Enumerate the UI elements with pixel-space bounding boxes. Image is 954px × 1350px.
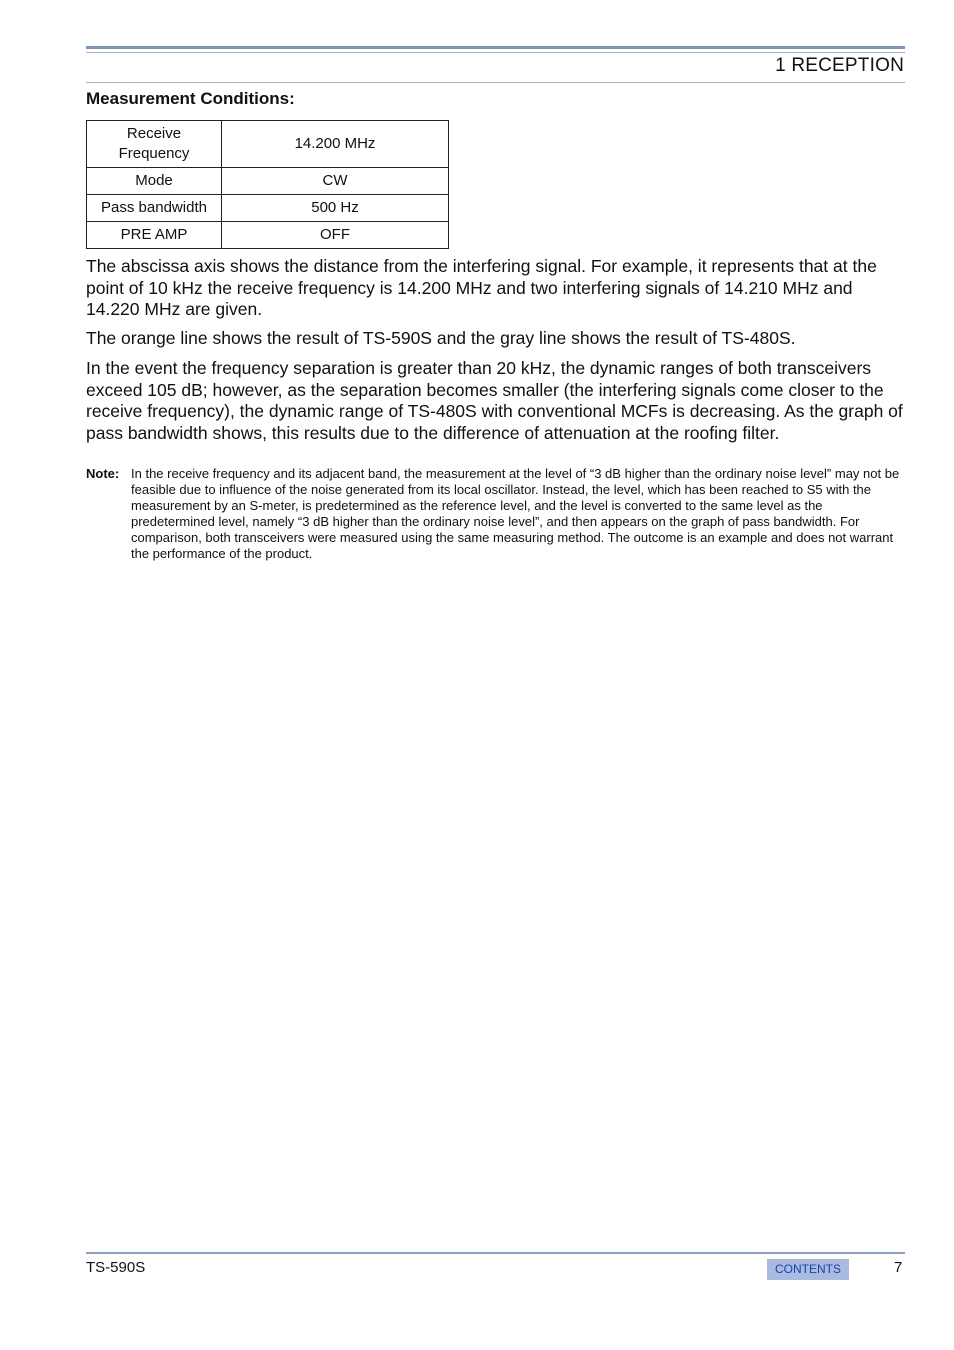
condition-value: OFF bbox=[222, 222, 449, 249]
condition-label: Mode bbox=[87, 168, 222, 195]
paragraph-dynamic-range: In the event the frequency separation is greater than 20 kHz, the dynamic ranges of both transceivers exceed 105 dB; however, as the separation becomes smaller (the interfering signals come closer to the receive frequency), the dynamic range of TS-480S with conventional MCFs is decreasing. As the graph of pass bandwidth shows, this results due to the difference of attenuation at the roofing filter. bbox=[86, 358, 903, 443]
condition-value: 14.200 MHz bbox=[222, 121, 449, 168]
measurement-conditions-heading: Measurement Conditions: bbox=[86, 89, 295, 108]
section-title: 1 RECEPTION bbox=[775, 55, 904, 76]
table-row bbox=[87, 168, 449, 195]
header-divider bbox=[86, 82, 905, 83]
measurement-conditions-table bbox=[86, 120, 449, 249]
table-row bbox=[87, 222, 449, 249]
paragraph-line-legend: The orange line shows the result of TS-590S and the gray line shows the result of TS-480S. bbox=[86, 328, 796, 348]
header-rule-thin bbox=[86, 52, 905, 53]
table-row bbox=[87, 195, 449, 222]
table-row bbox=[87, 121, 449, 168]
contents-button[interactable]: CONTENTS bbox=[767, 1259, 849, 1280]
note-label: Note: bbox=[86, 466, 120, 481]
condition-label: PRE AMP bbox=[87, 222, 222, 249]
paragraph-abscissa: The abscissa axis shows the distance from the interfering signal. For example, it represents that at the point of 10 kHz the receive frequency is 14.200 MHz and two interfering signals of 14.210 MHz and 14.220 MHz are given. bbox=[86, 256, 877, 319]
footer-rule bbox=[86, 1252, 905, 1254]
header-rule bbox=[86, 46, 905, 49]
condition-label: Pass bandwidth bbox=[87, 195, 222, 222]
page-number: 7 bbox=[894, 1259, 903, 1276]
note-text: In the receive frequency and its adjacent band, the measurement at the level of “3 dB higher than the ordinary noise level” may not be feasible due to influence of the noise generated from its local oscillator. Instead, the level, which has been reached to S5 with the measurement by an S-meter, is predetermined as the reference level, and the level is converted to the same level as the predetermined level, namely “3 dB higher than the ordinary noise level”, and then appears on the graph of pass bandwidth. For comparison, both transceivers were measured using the same measuring method. The outcome is an example and does not warrant the performance of the product. bbox=[131, 466, 900, 561]
note-block bbox=[86, 466, 906, 562]
condition-label: Receive Frequency bbox=[87, 121, 222, 168]
condition-value: CW bbox=[222, 168, 449, 195]
condition-value: 500 Hz bbox=[222, 195, 449, 222]
footer-model-name: TS-590S bbox=[86, 1259, 146, 1276]
